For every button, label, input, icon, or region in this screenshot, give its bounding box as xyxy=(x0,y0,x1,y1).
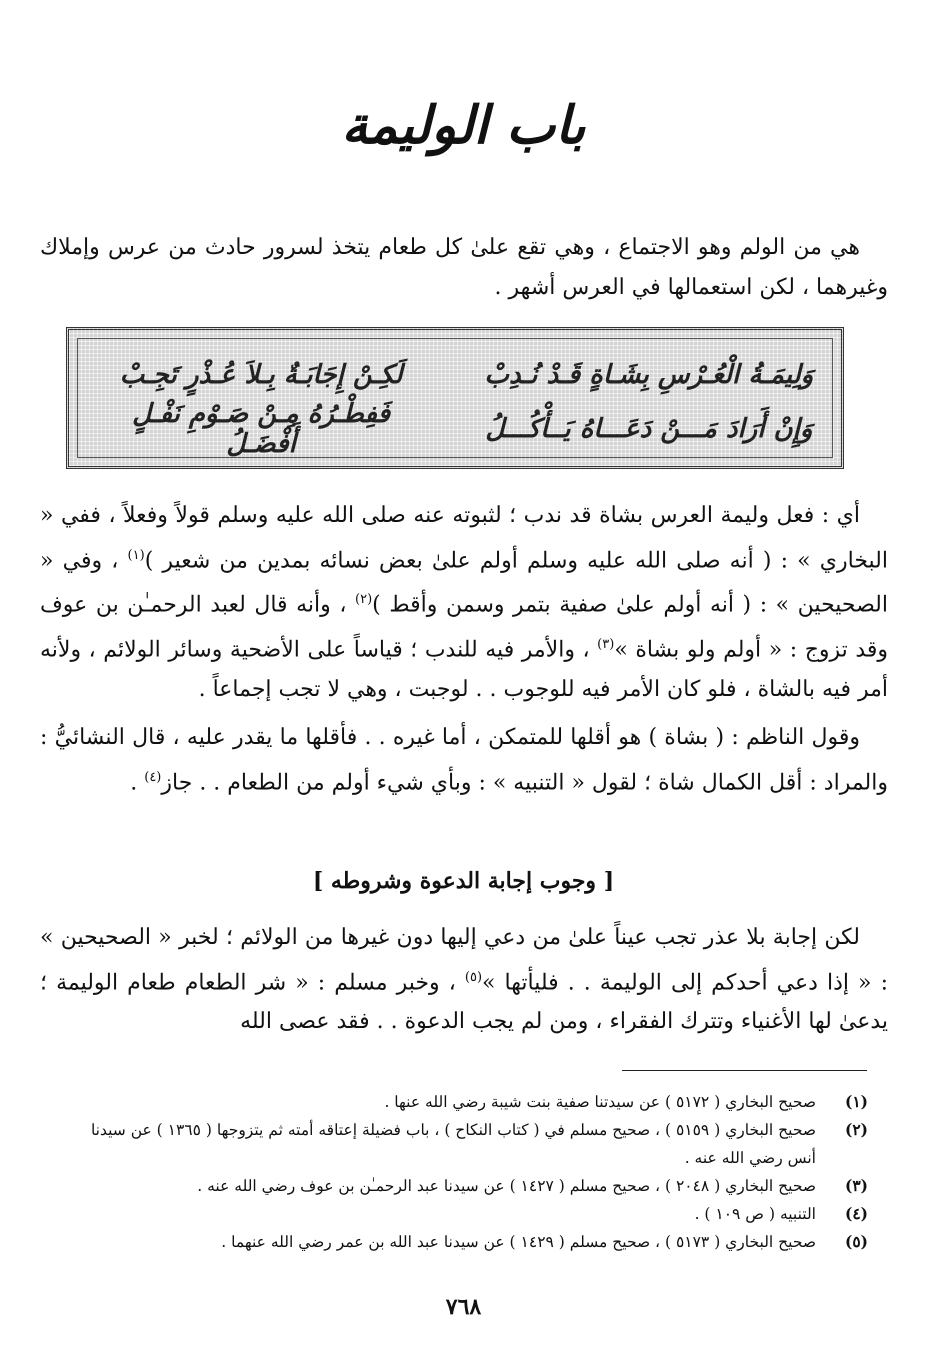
intro-line-2: وغيرهما ، لكن استعمالها في العرس أشهر . xyxy=(494,274,888,300)
footnote-number: (٥) xyxy=(844,1232,868,1251)
footnote-separator xyxy=(622,1070,867,1071)
footnote-text xyxy=(60,1116,816,1172)
verse-2-second-hemistich: فَفِطْـرُهُ مِـنْ صَـوْمِ نَفْـلٍ أَفْضَـلُ xyxy=(132,399,391,459)
page-number: ٧٦٨ xyxy=(445,1294,482,1320)
commentary-line-3-tail: ، وأنه قال لعبد الرحمـٰن بن عوف xyxy=(40,592,355,618)
footnote-number: (٢) xyxy=(844,1120,868,1139)
footnote-text-line-1: صحيح البخاري ( ٥١٥٩ ) ، صحيح مسلم في ( كتاب النكاح ) ، باب فضيلة إعتاقه أمته ثم يتزوجها ( ١٣٦٥ ) عن سيدنا xyxy=(90,1121,816,1139)
commentary-line-4-tail: ، والأمر فيه للندب ؛ قياساً على الأضحية وسائر الولائم ، xyxy=(88,637,598,663)
nazim-line-1: وقول الناظم : ( بشاة ) هو أقلها للمتمكن ، أما غيره . . فأقلها ما يقدر عليه ، قال xyxy=(132,725,860,750)
poem-verse-1 xyxy=(78,349,832,401)
chapter-title: باب الوليمة xyxy=(341,95,586,156)
nazim-line-3-tail: . xyxy=(130,769,145,795)
commentary-paragraph xyxy=(40,496,888,709)
footnote-5 xyxy=(60,1228,868,1256)
footnote-text: صحيح البخاري ( ٥١٧٢ ) عن سيدتنا صفية بنت شيبة رضي الله عنها . xyxy=(384,1093,816,1111)
verse-2-first-hemistich: وَإِنْ أَرَادَ مَـــنْ دَعَـــاهُ يَــأْكُـــلُ xyxy=(485,414,813,444)
verse-1-first-hemistich: وَلِيمَـةُ الْعُـرْسِ بِشَـاةٍ قَـدْ نُـدِبْ xyxy=(484,360,814,390)
footnote-2 xyxy=(60,1116,868,1172)
poem-inner-border xyxy=(77,338,833,458)
verse-1-second-hemistich: لَكِـنْ إِجَابَـةٌ بِـلاَ عُـذْرٍ تَجِـبْ xyxy=(119,360,403,390)
footnote-ref-1[interactable]: (١) xyxy=(127,547,145,563)
nazim-line-3: جاز xyxy=(161,769,193,795)
footnote-text: التنبيه ( ص ١٠٩ ) . xyxy=(694,1205,816,1223)
footnote-ref-3[interactable]: (٣) xyxy=(597,637,615,653)
footnote-number: (٣) xyxy=(844,1176,868,1195)
ijaba-line-2: « الصحيحين » : « إذا دعي أحدكم إلى الوليمة . . فليأتها » xyxy=(40,925,888,995)
commentary-line-2: « البخاري » : ( أنه صلى الله عليه وسلم أولم علىٰ بعض نسائه بمدين من شعير ) xyxy=(40,503,889,573)
section-heading: [ وجوب إجابة الدعوة وشروطه ] xyxy=(312,868,615,894)
footnote-ref-2[interactable]: (٢) xyxy=(355,592,373,608)
commentary-line-1: أي : فعل وليمة العرس بشاة قد ندب ؛ لثبوته عنه صلى الله عليه وسلم قولاً وفعلاً ، ففي xyxy=(60,503,860,528)
footnote-1 xyxy=(60,1088,868,1116)
footnote-number: (١) xyxy=(844,1092,868,1111)
footnote-text: صحيح البخاري ( ٢٠٤٨ ) ، صحيح مسلم ( ١٤٢٧ ) عن سيدنا عبد الرحمـٰن بن عوف رضي الله عنه . xyxy=(197,1177,816,1195)
commentary-line-4: وقد تزوج : « أولم ولو بشاة » xyxy=(614,637,889,663)
poem-verse-2 xyxy=(78,399,832,459)
commentary-line-3: « الصحيحين » : ( أنه أولم علىٰ صفية بتمر وسمن وأقط ) xyxy=(40,547,889,618)
footnote-4 xyxy=(60,1200,868,1228)
commentary-line-5: ولأنه أمر فيه بالشاة ، فلو كان الأمر فيه للوجوب . . لوجبت ، وهي لا تجب إجماعاً . xyxy=(40,637,888,702)
nazim-paragraph xyxy=(40,718,888,802)
footnote-ref-5[interactable]: (٥) xyxy=(464,969,483,985)
nazim-line-2: النشائيُّ : والمراد : أقل الكمال شاة ؛ لقول « التنبيه » : وبأي شيء أولم من الطعام . . xyxy=(40,725,888,795)
footnote-number: (٤) xyxy=(844,1204,868,1223)
ijaba-line-1: لكن إجابة بلا عذر تجب عيناً علىٰ من دعي إليها دون غيرها من الولائم ؛ لخبر xyxy=(179,925,860,950)
intro-paragraph xyxy=(40,228,888,307)
footnote-3 xyxy=(60,1172,868,1200)
ijaba-line-3: طعام الوليمة ؛ يدعىٰ لها الأغنياء وتترك الفقراء ، ومن لم يجب الدعوة . . فقد عصى الله xyxy=(40,969,888,1035)
footnote-ref-4[interactable]: (٤) xyxy=(144,769,162,785)
ijaba-line-2-tail: ، وخبر مسلم : « شر الطعام xyxy=(184,969,465,995)
intro-line-1: هي من الولم وهو الاجتماع ، وهي تقع علىٰ كل طعام يتخذ لسرور حادث من عرس وإملاك xyxy=(40,235,860,260)
footnote-text-line-2: أنس رضي الله عنه . xyxy=(684,1149,816,1167)
footnotes xyxy=(60,1088,868,1256)
footnote-text: صحيح البخاري ( ٥١٧٣ ) ، صحيح مسلم ( ١٤٢٩ ) عن سيدنا عبد الله بن عمر رضي الله عنهما . xyxy=(221,1233,816,1251)
poem-frame xyxy=(66,327,844,469)
ijaba-paragraph xyxy=(40,918,888,1042)
commentary-line-2-tail: ، وفي xyxy=(62,547,128,573)
